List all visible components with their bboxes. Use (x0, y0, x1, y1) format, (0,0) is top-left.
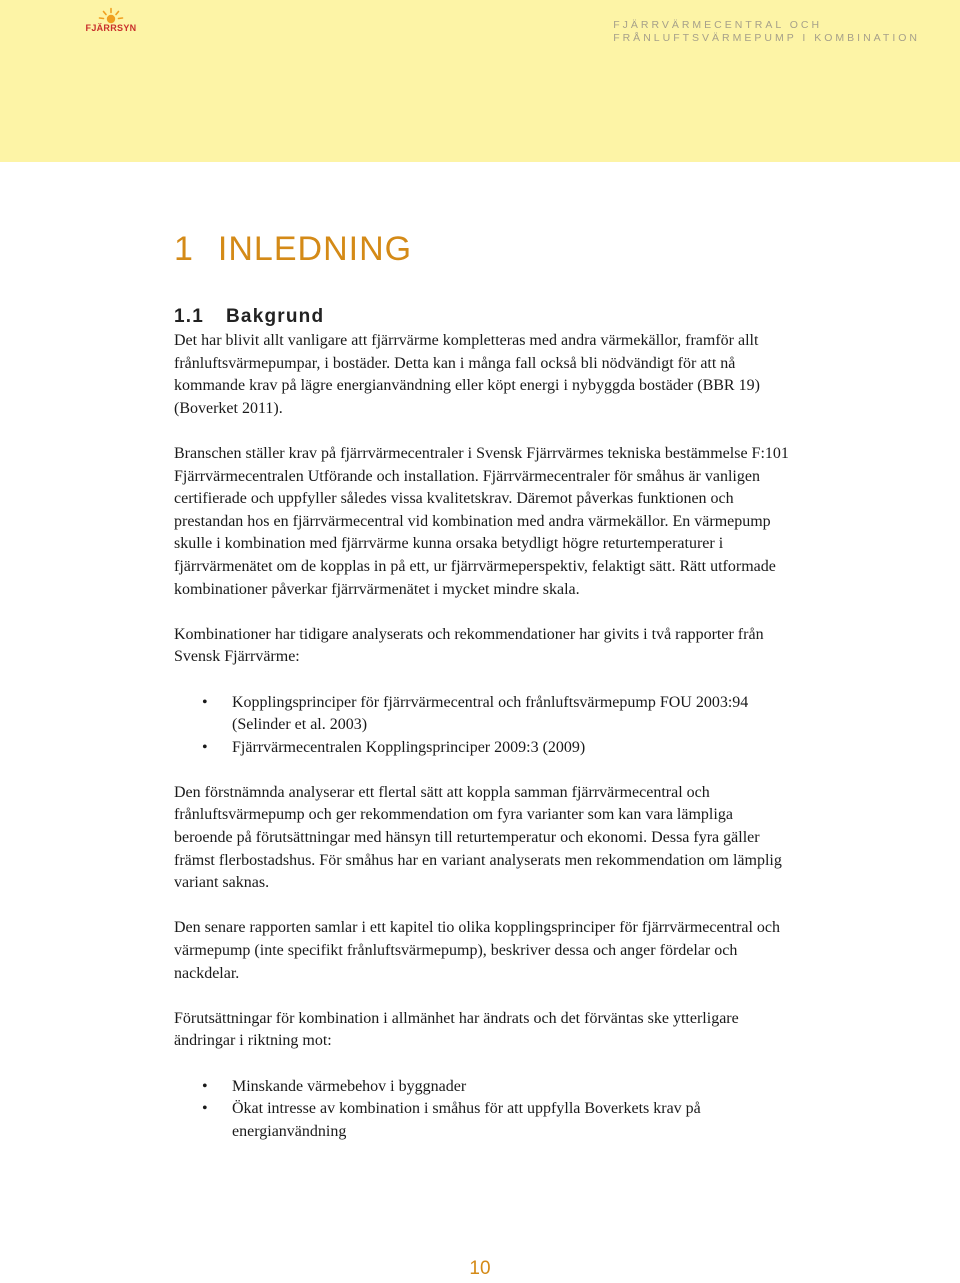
paragraph: Förutsättningar för kombination i allmänhet har ändrats och det förväntas ske ytterligare ändringar i riktning mot: (174, 1009, 739, 1050)
list-item-text: Minskande värmebehov i byggnader (232, 1077, 467, 1095)
bullet-list (174, 1076, 794, 1144)
list-item-text: Ökat intresse av kombination i småhus för att uppfylla Boverkets krav på energianvändning (232, 1100, 701, 1140)
list-item (174, 1098, 794, 1143)
bullet-icon: • (202, 1100, 208, 1118)
chapter-title-text: INLEDNING (217, 230, 413, 268)
section-title (174, 306, 324, 328)
list-item (174, 692, 794, 737)
chapter-number: 1 (174, 230, 194, 268)
list-item (174, 737, 794, 760)
paragraph: Branschen ställer krav på fjärrvärmecentraler i Svensk Fjärrvärmes tekniska bestämmelse F:101 Fjärrvärmecentralen Utförande och installation. Fjärrvärmecentraler för småhus är vanligen certifierade och uppfyller således vissa kvalitetskrav. Däremot påverkas funktionen och prestandan hos en fjärrvärmecentral vid kombination med andra värmekällor. En värmepump skulle i kombination med fjärrvärme kunna orsaka betydligt högre returtemperaturer i fjärrvärmenätet om de kopplas in på ett, ur fjärrvärmeperspektiv, felaktigt sätt. Rätt utformade kombinationer påverkar fjärrvärmenätet i mycket mindre skala. (174, 444, 789, 598)
header-title-line1: FJÄRRVÄRMECENTRAL OCH (613, 19, 823, 31)
page-number: 10 (469, 1258, 491, 1279)
section-title-text: Bakgrund (226, 306, 325, 327)
bullet-icon: • (202, 738, 208, 756)
document-header-title (613, 19, 920, 45)
paragraph: Den senare rapporten samlar i ett kapitel tio olika kopplingsprinciper för fjärrvärmecentral och värmepump (inte specifikt frånluftsvärmepump), beskriver dessa och anger fördelar och nackdelar. (174, 919, 780, 982)
bullet-list (174, 692, 794, 760)
section-number: 1.1 (174, 306, 205, 327)
body-text (174, 330, 794, 1166)
chapter-title (174, 230, 412, 269)
paragraph: Det har blivit allt vanligare att fjärrvärme kompletteras med andra värmekällor, framför allt frånluftsvärmepumpar, i bostäder. Detta kan i många fall också bli nödvändigt för att nå kommande krav på lägre energianvändning eller köpt energi i nybyggda bostäder (BBR 19) (Boverket 2011). (174, 332, 760, 417)
logo-text: FJÄRRSYN (85, 23, 137, 33)
bullet-icon: • (202, 1077, 208, 1095)
list-item-text: Kopplingsprinciper för fjärrvärmecentral och frånluftsvärmepump FOU 2003:94 (Selinder et al. 2003) (232, 693, 749, 734)
paragraph: Kombinationer har tidigare analyserats och rekommendationer har givits i två rapporter från Svensk Fjärrvärme: (174, 625, 764, 666)
list-item (174, 1076, 794, 1099)
bullet-icon: • (202, 693, 208, 711)
paragraph: Den förstnämnda analyserar ett flertal sätt att koppla samman fjärrvärmecentral och frånluftsvärmepump och ger rekommendation om fyra varianter som kan vara lämpliga beroende på förutsättningar med hänsyn till returtemperatur och ekonomi. Dessa fyra gäller främst flerbostadshus. För småhus har en variant analyserats men rekommendation om lämplig variant saknas. (174, 783, 782, 892)
list-item-text: Fjärrvärmecentralen Kopplingsprinciper 2009:3 (2009) (232, 738, 586, 756)
header-title-line2: FRÅNLUFTSVÄRMEPUMP I KOMBINATION (613, 32, 920, 44)
fjarrsyn-logo (84, 7, 138, 37)
header-band (0, 0, 960, 162)
